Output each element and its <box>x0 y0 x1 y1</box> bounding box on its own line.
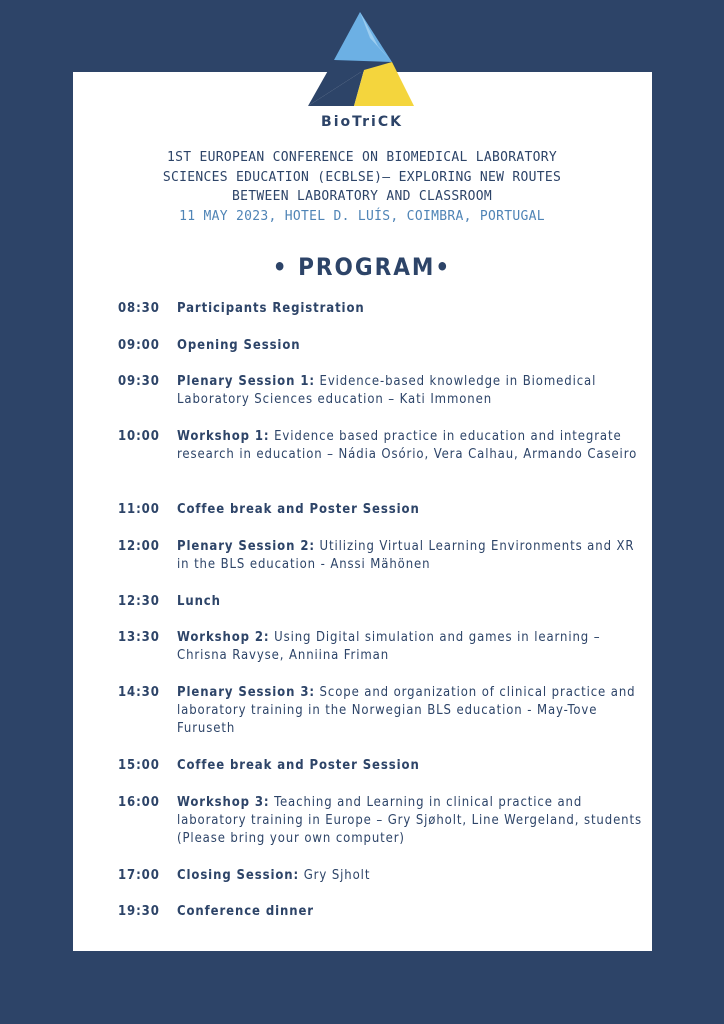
session-label: Participants Registration <box>177 301 365 316</box>
session-label: Workshop 3: <box>177 795 270 810</box>
session-details: Utilizing Virtual Learning Environments and XR in the BLS education - Anssi Mähönen <box>177 539 635 573</box>
session-label: Opening Session <box>177 338 301 353</box>
biotrick-logo-icon <box>304 12 416 110</box>
schedule-description <box>177 794 648 849</box>
schedule-description <box>177 593 648 611</box>
schedule-description <box>177 538 648 574</box>
schedule-description <box>177 501 648 519</box>
session-details: Evidence-based knowledge in Biomedical Laboratory Sciences education – Kati Immonen <box>177 374 597 408</box>
schedule-description <box>177 684 648 739</box>
schedule-description <box>177 300 648 318</box>
schedule-item <box>118 794 648 849</box>
schedule-item <box>118 867 648 885</box>
schedule-item <box>118 757 648 775</box>
schedule-time: 11:00 <box>118 502 160 517</box>
schedule-time: 12:30 <box>118 594 160 609</box>
session-label: Plenary Session 2: <box>177 539 315 554</box>
session-label: Workshop 1: <box>177 429 270 444</box>
schedule-item <box>118 300 648 318</box>
schedule-description <box>177 337 648 355</box>
session-details: Evidence based practice in education and integrate research in education – Nádia Osório, Vera Calhau, Armando Caseiro <box>177 429 638 463</box>
program-heading: • PROGRAM• <box>272 253 452 281</box>
schedule-description <box>177 428 648 464</box>
schedule-item <box>118 538 648 574</box>
session-label: Conference dinner <box>177 904 314 919</box>
date-venue-line: 11 MAY 2023, HOTEL D. LUÍS, COIMBRA, PORTUGAL <box>179 208 545 224</box>
schedule-time: 19:30 <box>118 904 160 919</box>
session-label: Coffee break and Poster Session <box>177 502 420 517</box>
schedule-time: 17:00 <box>118 868 160 883</box>
conference-title <box>0 148 724 226</box>
session-label: Closing Session: <box>177 868 300 883</box>
schedule-time: 13:30 <box>118 630 160 645</box>
schedule-description <box>177 629 648 665</box>
schedule-item <box>118 501 648 519</box>
schedule-item <box>118 684 648 739</box>
session-label: Lunch <box>177 594 221 609</box>
logo-wordmark: BioTriCK <box>321 114 403 130</box>
session-label: Workshop 2: <box>177 630 270 645</box>
schedule-item <box>118 593 648 611</box>
session-details: Teaching and Learning in clinical practice and laboratory training in Europe – Gry Sjøholt, Line Wergeland, students (Please bring your own computer) <box>177 795 642 847</box>
schedule-description <box>177 373 648 409</box>
schedule-time: 12:00 <box>118 539 160 554</box>
session-details: Using Digital simulation and games in learning – Chrisna Ravyse, Anniina Friman <box>177 630 601 664</box>
title-line: 1ST EUROPEAN CONFERENCE ON BIOMEDICAL LABORATORY <box>166 150 558 165</box>
schedule-item <box>118 903 648 921</box>
session-details: Scope and organization of clinical practice and laboratory training in the Norwegian BLS education - May-Tove Furuseth <box>177 685 636 737</box>
schedule-description <box>177 757 648 775</box>
schedule-item <box>118 629 648 665</box>
schedule-time: 15:00 <box>118 758 160 773</box>
schedule-time: 08:30 <box>118 301 160 316</box>
title-line: BETWEEN LABORATORY AND CLASSROOM <box>231 189 493 204</box>
schedule-item <box>118 373 648 409</box>
schedule-item <box>118 428 648 464</box>
session-details: Gry Sjholt <box>299 868 371 883</box>
schedule-time: 09:30 <box>118 374 160 389</box>
schedule-time: 14:30 <box>118 685 160 700</box>
session-label: Plenary Session 3: <box>177 685 315 700</box>
session-label: Coffee break and Poster Session <box>177 758 420 773</box>
schedule-time: 09:00 <box>118 338 160 353</box>
session-label: Plenary Session 1: <box>177 374 315 389</box>
schedule-time: 10:00 <box>118 429 160 444</box>
schedule-description <box>177 867 648 885</box>
schedule-time: 16:00 <box>118 795 160 810</box>
title-line: SCIENCES EDUCATION (ECBLSE)– EXPLORING NEW ROUTES <box>162 169 562 185</box>
schedule-item <box>118 337 648 355</box>
schedule-description <box>177 903 648 921</box>
